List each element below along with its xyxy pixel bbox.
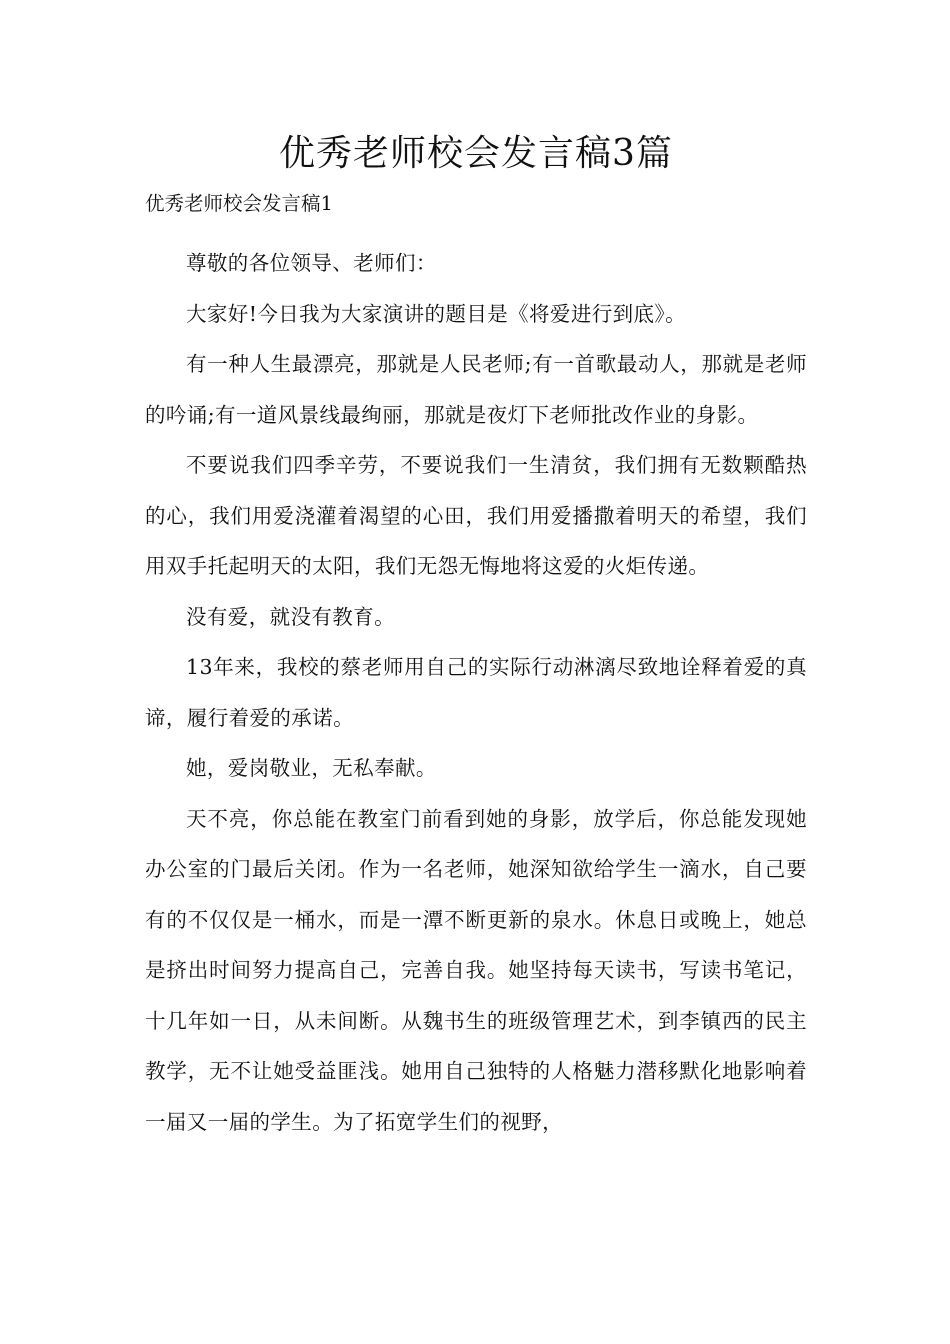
paragraph: 天不亮，你总能在教室门前看到她的身影，放学后，你总能发现她办公室的门最后关闭。作为一名老师，她深知欲给学生一滴水，自己要有的不仅仅是一桶水，而是一潭不断更新的泉水。休息日或晚上，她总是挤出时间努力提高自己，完善自我。她坚持每天读书，写读书笔记，十几年如一日，从未间断。从魏书生的班级管理艺术，到李镇西的民主教学，无不让她受益匪浅。她用自己独特的人格魅力潜移默化地影响着一届又一届的学生。为了拓宽学生们的视野， bbox=[145, 806, 807, 1134]
document-body bbox=[145, 238, 807, 1147]
paragraph: 不要说我们四季辛劳，不要说我们一生清贫，我们拥有无数颗酷热的心，我们用爱浇灌着渴望的心田，我们用爱播撒着明天的希望，我们用双手托起明天的太阳，我们无怨无悔地将这爱的火炬传递。 bbox=[145, 453, 807, 578]
paragraph: 13年来，我校的蔡老师用自己的实际行动淋漓尽致地诠释着爱的真谛，履行着爱的承诺。 bbox=[145, 655, 807, 730]
paragraph-greeting: 尊敬的各位领导、老师们： bbox=[186, 251, 437, 275]
document-title: 优秀老师校会发言稿3篇 bbox=[279, 133, 673, 174]
paragraph: 没有爱，就没有教育。 bbox=[186, 604, 395, 629]
paragraph: 有一种人生最漂亮，那就是人民老师;有一首歌最动人，那就是老师的吟诵;有一道风景线最绚丽，那就是夜灯下老师批改作业的身影。 bbox=[145, 352, 807, 427]
document-subtitle: 优秀老师校会发言稿1 bbox=[145, 192, 333, 215]
paragraph: 她，爱岗敬业，无私奉献。 bbox=[186, 756, 437, 780]
paragraph-intro: 大家好!今日我为大家演讲的题目是《将爱进行到底》。 bbox=[186, 301, 686, 326]
